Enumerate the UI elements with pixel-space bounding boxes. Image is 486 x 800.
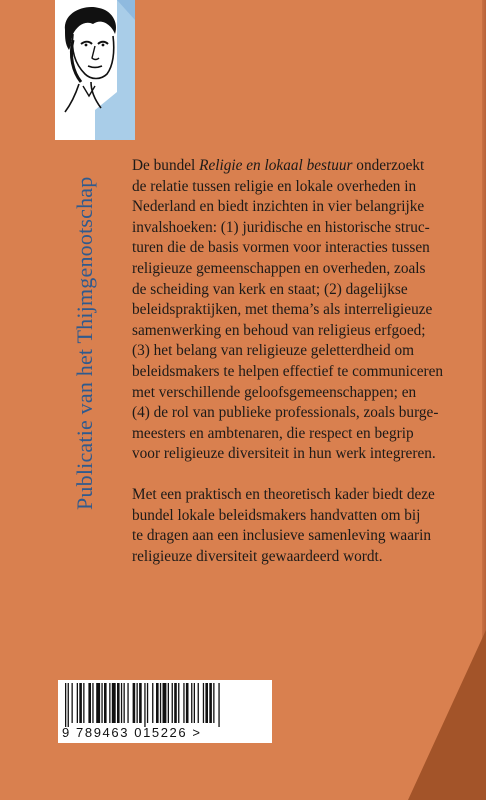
blurb-line: (3) het belang van religieuze geletterdheid om xyxy=(132,342,415,360)
blurb-line: te dragen aan een inclusieve samenleving waarin xyxy=(132,527,432,545)
barcode-bar xyxy=(144,683,145,727)
portrait-sketch-icon xyxy=(55,0,135,140)
blurb-line: religieuze diversiteit gewaardeerd wordt. xyxy=(132,547,383,565)
barcode-bar xyxy=(121,683,122,723)
blurb-line: Nederland en biedt inzichten in vier belangrijke xyxy=(132,198,425,216)
barcode-bar xyxy=(117,683,120,723)
isbn-number: 9 789463 015226 > xyxy=(62,725,202,740)
blurb-line: de scheiding van kerk en staat; (2) dagelijkse xyxy=(132,280,408,298)
barcode-bar xyxy=(152,683,153,723)
blurb-paragraph-1 xyxy=(132,156,444,465)
barcode-bar xyxy=(194,683,195,723)
barcode-bar xyxy=(183,683,184,723)
barcode-bar xyxy=(203,683,204,723)
barcode-bar xyxy=(124,683,125,723)
isbn-barcode xyxy=(58,680,272,743)
barcode-bar xyxy=(191,683,192,723)
barcode-bar xyxy=(133,683,136,723)
barcode-bar xyxy=(168,683,169,723)
blurb-line: (4) de rol van publieke professionals, zoals burge- xyxy=(132,404,439,422)
series-publication-label: Publicatie van het Thijmgenootschap xyxy=(72,176,97,510)
barcode-bars xyxy=(63,683,267,727)
barcode-bar xyxy=(137,683,138,723)
blurb-line: turen die de basis vormen voor interacties tussen xyxy=(132,239,430,257)
blurb-line: De bundel Religie en lokaal bestuur onderzoekt xyxy=(132,157,425,174)
barcode-bar xyxy=(205,683,208,723)
barcode-bar xyxy=(198,683,199,723)
barcode-bar xyxy=(218,683,219,727)
back-cover-blurb xyxy=(132,156,444,567)
blurb-line: beleidsmakers te helpen effectief te communiceren xyxy=(132,362,444,380)
barcode-bar xyxy=(156,683,159,723)
barcode-bar xyxy=(209,683,212,723)
barcode-bar xyxy=(178,683,179,723)
barcode-bar xyxy=(174,683,177,723)
blurb-line: religieuze gemeenschappen en overheden, zoals xyxy=(132,259,426,277)
barcode-bar xyxy=(65,683,66,727)
barcode-bar xyxy=(213,683,214,723)
blurb-line: meesters en ambtenaren, die respect en begrip xyxy=(132,424,414,442)
blurb-line: met verschillende geloofsgemeenschappen; en xyxy=(132,383,417,401)
blurb-line: de relatie tussen religie en lokale overheden in xyxy=(132,177,417,195)
blurb-line: samenwerking en behoud van religieus erfgoed; xyxy=(132,321,426,339)
blurb-paragraph-2 xyxy=(132,485,436,567)
barcode-bar xyxy=(104,683,107,723)
barcode-bar xyxy=(160,683,161,723)
barcode-bar xyxy=(112,683,116,723)
blurb-line: bundel lokale beleidsmakers handvatten om bij xyxy=(132,506,421,524)
folded-corner-triangle-icon xyxy=(400,630,486,800)
barcode-bar xyxy=(77,683,78,723)
barcode-bar xyxy=(172,683,173,723)
barcode-bar xyxy=(96,683,100,723)
barcode-bar xyxy=(83,683,84,723)
blurb-line: beleidspraktijken, met thema’s als interreligieuze xyxy=(132,301,433,319)
barcode-bar xyxy=(186,683,189,723)
barcode-bar xyxy=(147,683,148,723)
barcode-bar xyxy=(72,683,73,723)
barcode-bar xyxy=(92,683,93,723)
blurb-line: invalshoeken: (1) juridische en historische struc- xyxy=(132,218,430,236)
blurb-line: voor religieuze diversiteit in hun werk integreren. xyxy=(132,445,436,463)
book-title: Religie en lokaal bestuur xyxy=(199,157,353,174)
barcode-bar xyxy=(163,683,167,723)
barcode-bar xyxy=(68,683,69,727)
blurb-line: Met een praktisch en theoretisch kader biedt deze xyxy=(132,485,435,503)
barcode-bar xyxy=(109,683,110,723)
barcode-bar xyxy=(127,683,128,723)
barcode-bar xyxy=(79,683,82,723)
barcode-bar xyxy=(101,683,102,723)
barcode-bar xyxy=(139,683,142,723)
barcode-bar xyxy=(88,683,91,723)
